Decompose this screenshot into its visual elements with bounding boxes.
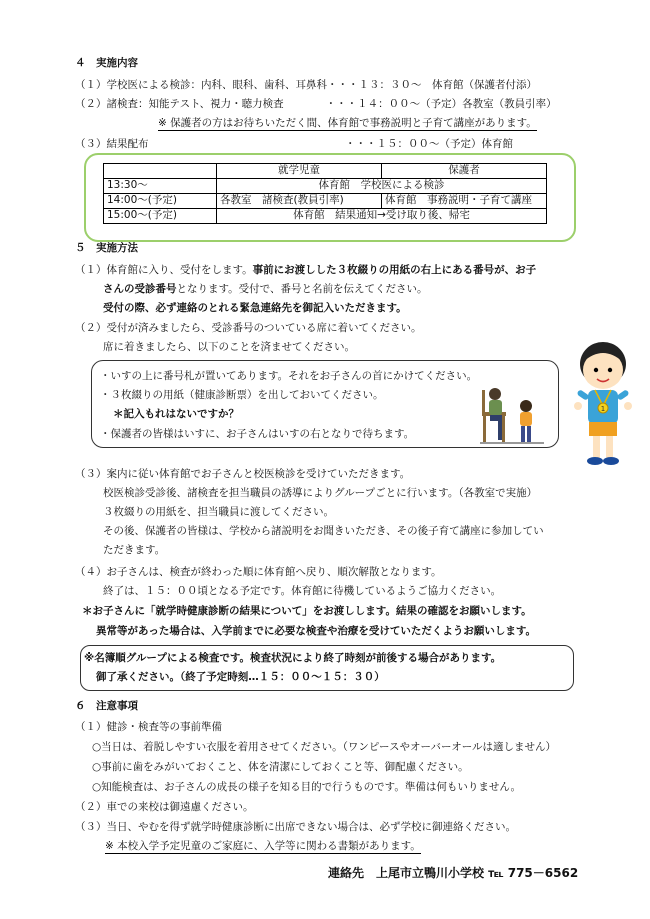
- table-cell: 体育館 学校医による検診: [217, 179, 547, 194]
- s5-p1b-bold: さんの受診番号: [103, 283, 177, 295]
- table-cell: 各教室 諸検査(教員引率): [217, 194, 382, 209]
- schedule-table: [103, 163, 547, 224]
- s4-note: ※ 保護者の方はお待ちいただく間、体育館で事務説明と子育て講座があります。: [158, 117, 537, 131]
- s6-line-1b: ○事前に歯をみがいておくこと、体を清潔にしておくこと等、御配慮ください。: [92, 761, 469, 773]
- table-header: 就学児童: [217, 164, 382, 179]
- parent-child-waiting-illustration: [480, 384, 544, 446]
- box-line-1: ・いすの上に番号札が置いてあります。それをお子さんの首にかけてください。: [100, 370, 478, 382]
- s5-p2-line-2: 席に着きましたら、以下のことを済ませてください。: [103, 341, 355, 353]
- boy-illustration: [573, 340, 633, 470]
- s5-p1b-normal: となります。受付で、番号と名前を伝えてください。: [176, 283, 428, 295]
- table-cell: 15:00～(予定): [104, 209, 217, 224]
- table-cell: 体育館 結果通知→受け取り後、帰宅: [217, 209, 547, 224]
- s6-line-3: （３）当日、やむを得ず就学時健康診断に出席できない場合は、必ず学校に御連絡ください。: [75, 821, 516, 833]
- s6-line-1c: ○知能検査は、お子さんの成長の様子を知る目的で行うものです。準備は何もいりません。: [92, 781, 521, 793]
- badge-number: 1: [600, 405, 606, 413]
- box-line-4: ・保護者の皆様はいすに、お子さんはいすの右となりで待ちます。: [100, 428, 415, 440]
- table-cell: 13:30～: [104, 179, 217, 194]
- section-6-title: ６ 注意事項: [75, 700, 138, 712]
- s5-p1-line-3: 受付の際、必ず連絡のとれる緊急連絡先を御記入いただきます。: [103, 302, 407, 314]
- s5-p4-line-4: 異常等があった場合は、入学前までに必要な検査や治療を受けていただくようお願いします。: [96, 625, 537, 637]
- s5-p4-line-3: ＊お子さんに「就学時健康診断の結果について」をお渡しします。結果の確認をお願いします。: [82, 605, 532, 617]
- box-line-3: ＊記入もれはないですか？: [113, 408, 239, 420]
- s6-line-2: （２）車での来校は御遠慮ください。: [75, 801, 254, 813]
- s5-p4-line-2: 終了は、１５：００頃となる予定です。体育館に待機しているようご協力ください。: [103, 585, 502, 597]
- table-row: [104, 164, 547, 179]
- s4-line-1: （１）学校医による検診：内科、眼科、歯科、耳鼻科・・・１３：３０～ 体育館（保護者付添）: [75, 79, 537, 91]
- s5-p4-line-1: （４）お子さんは、検査が終わった順に体育館へ戻り、順次解散となります。: [75, 566, 442, 578]
- notice-line-1: ※名簿順グループによる検査です。検査状況により終了時刻が前後する場合があります。: [84, 652, 502, 664]
- table-cell: 14:00～(予定): [104, 194, 217, 209]
- table-header: 保護者: [382, 164, 547, 179]
- s4-line-3: （３）結果配布: [75, 138, 149, 150]
- s5-p3-line-2: 校医検診受診後、諸検査を担当職員の誘導によりグループごとに行います。（各教室で実施）: [103, 487, 538, 499]
- section-5-title: ５ 実施方法: [75, 242, 138, 254]
- s5-p3-line-1: （３）案内に従い体育館でお子さんと校医検診を受けていただきます。: [75, 468, 411, 480]
- s5-p3-line-5: ただきます。: [103, 544, 166, 556]
- s5-p3-line-4: その後、保護者の皆様は、学校から諸説明をお聞きいただき、その後子育て講座に参加してい: [103, 525, 544, 537]
- s6-line-1: （１）健診・検査等の事前準備: [75, 721, 222, 733]
- s5-p1-line-1: [75, 264, 536, 277]
- table-row: [104, 179, 547, 194]
- table-row: [104, 194, 547, 209]
- contact-info: 連絡先 上尾市立鴨川小学校 ℡ 775－6562: [328, 866, 579, 880]
- table-row: [104, 209, 547, 224]
- s5-p3-line-3: ３枚綴りの用紙を、担当職員に渡してください。: [103, 506, 334, 518]
- s6-note: ※ 本校入学予定児童のご家庭に、入学等に関わる書類があります。: [105, 840, 421, 854]
- box-line-2: ・３枚綴りの用紙（健康診断票）を出しておいてください。: [100, 389, 384, 401]
- s6-line-1a: ○当日は、着脱しやすい衣服を着用させてください。（ワンピースやオーバーオールは適しません）: [92, 741, 557, 753]
- table-cell: [104, 164, 217, 179]
- s4-line-2: （２）諸検査：知能テスト、視力・聴力検査 ・・・１４：００～（予定）各教室（教員引率）: [75, 98, 557, 110]
- s5-p1-line-2: [103, 283, 427, 296]
- s4-line-3-time: ・・・１５：００～（予定）体育館: [345, 138, 513, 150]
- s5-p1-bold: 事前にお渡しした３枚綴りの用紙の右上にある番号が、お子: [252, 264, 537, 276]
- table-cell: 体育館 事務説明・子育て講座: [382, 194, 547, 209]
- s5-p1-normal: （１）体育館に入り、受付をします。: [75, 264, 253, 276]
- s5-p2-line-1: （２）受付が済みましたら、受診番号のついている席に着いてください。: [75, 322, 422, 334]
- section-4-title: ４ 実施内容: [75, 57, 138, 69]
- notice-line-2: 御了承ください。（終了予定時刻…１５：００～１５：３０）: [96, 671, 385, 683]
